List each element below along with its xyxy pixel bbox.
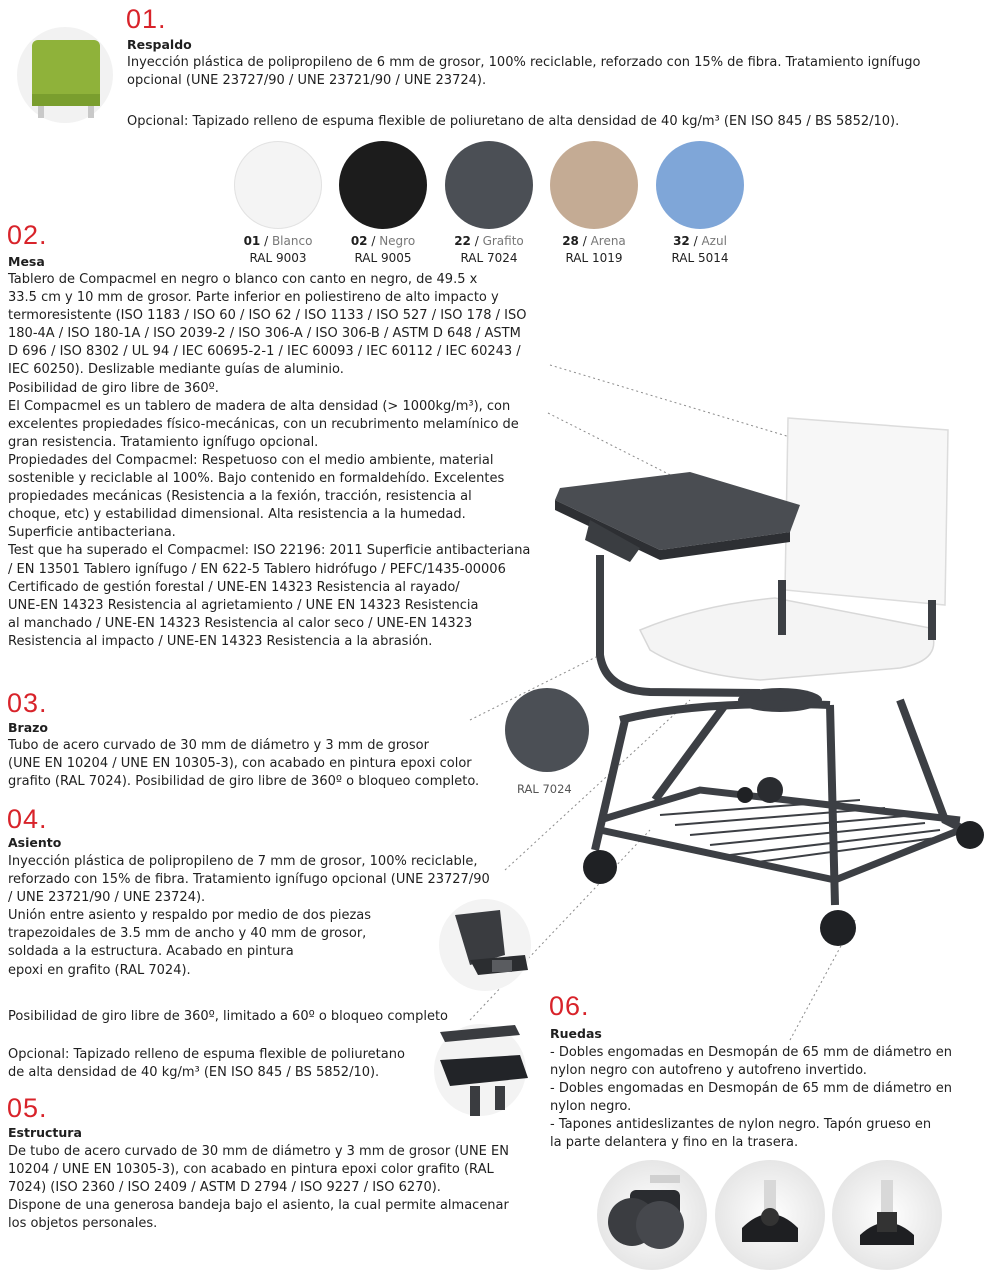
section-number: 06.	[549, 991, 590, 1021]
swatch-label: 01 / Blanco RAL 9003	[243, 234, 313, 265]
section-description: De tubo de acero curvado de 30 mm de diámetro y 3 mm de grosor (UNE EN 10204 / UNE EN 10305-3), con acabado en pintura epoxi color grafito (RAL 7024) (ISO 2360 / ISO 2409 / ASTM D 2794 / ISO 9227 / ISO 6270). Dispone de una generosa bandeja bajo el asiento, la cual permite almacenar los objetos personales.	[8, 1144, 509, 1232]
section-number: 01.	[126, 4, 167, 34]
backrest-thumbnail	[17, 27, 113, 123]
section-description: Tablero de Compacmel en negro o blanco con canto en negro, de 49.5 x 33.5 cm y 10 mm de grosor. Parte inferior en poliestireno de alto impacto y termoresistente (ISO 1183 / ISO 60 / ISO 62 / ISO 1133 / ISO 527 / ISO 178 / ISO 180-4A / ISO 180-1A / ISO 2039-2 / ISO 306-A / ISO 306-B / ASTM D 648 / ASTM D 696 / ISO 8302 / UL 94 / IEC 60695-2-1 / IEC 60093 / IEC 60112 / IEC 60243 / IEC 60250). Deslizable mediante guías de aluminio. Posibilidad de giro libre de 360º. El Compacmel es un tablero de madera de alta densidad (> 1000kg/m³), con excelentes propiedades físico-mecánicas, con un recubrimento melamínico de gran resistencia. Tratamiento ignífugo opcional. Propiedades del Compacmel: Respetuoso con el medio ambiente, material sostenible y reciclable al 100%. Bajo contenido en formaldehído. Excelentes propiedades mecánicas (Resistencia a la fexión, tracción, resistencia al choque, etc) y estabilidad dimensional. Alta resistencia a la humedad. Superficie antibacteriana. Test que ha superado el Compacmel: ISO 22196: 2011 Superficie antibacteriana / EN 13501 Tablero ignífugo / EN 622-5 Tablero hidrófugo / PEFC/1435-00006 Certificado de gestión forestal / UNE-EN 14323 Resistencia al rayado/ UNE-EN 14323 Resistencia al agrietamiento / UNE EN 14323 Resistencia al manchado / UNE-EN 14323 Resistencia al calor seco / UNE-EN 14323 Resistencia al impacto / UNE-EN 14323 Resistencia a la abrasión.	[8, 272, 531, 649]
optional-upholstery-note: Opcional: Tapizado relleno de espuma flexible de poliuretano de alta densidad de 40 kg/m³ (EN ISO 845 / BS 5852/10).	[127, 114, 900, 129]
swatch-label: RAL 7024	[517, 782, 572, 796]
swatch-label: 28 / Arena RAL 1019	[562, 234, 626, 265]
color-swatch-negro	[339, 141, 427, 229]
color-swatch-blanco	[234, 141, 322, 229]
optional-upholstery-note: Opcional: Tapizado relleno de espuma flexible de poliuretano de alta densidad de 40 kg/m³ (EN ISO 845 / BS 5852/10).	[8, 1047, 405, 1081]
upholstered-seat-thumbnail	[434, 1024, 528, 1116]
section-number: 05.	[7, 1093, 48, 1123]
wheel-thumbnails	[597, 1160, 942, 1270]
swatch-label: 02 / Negro RAL 9005	[350, 234, 416, 265]
color-swatch-azul	[656, 141, 744, 229]
section-title: Ruedas	[550, 1026, 602, 1041]
swatch-label: 22 / Grafito RAL 7024	[454, 234, 524, 265]
color-swatch-grafito	[445, 141, 533, 229]
section-title: Asiento	[8, 835, 62, 850]
swatch-label: 32 / Azul RAL 5014	[671, 234, 729, 265]
graphite-swatch	[505, 688, 589, 772]
section-number: 04.	[7, 804, 48, 834]
section-description: - Dobles engomadas en Desmopán de 65 mm de diámetro en nylon negro con autofreno y autofreno invertido. - Dobles engomadas en Desmopán de 65 mm de diámetro en nylon negro. - Tapones antideslizantes de nylon negro. Tapón grueso en la parte delantera y fino en la trasera.	[550, 1045, 952, 1151]
color-swatch-arena	[550, 141, 638, 229]
section-title: Brazo	[8, 720, 48, 735]
chair-illustration	[555, 418, 984, 946]
section-number: 02.	[7, 220, 48, 250]
rotation-note: Posibilidad de giro libre de 360º, limitado a 60º o bloqueo completo	[8, 1009, 449, 1024]
section-description: Tubo de acero curvado de 30 mm de diámetro y 3 mm de grosor (UNE EN 10204 / UNE EN 10305-3), con acabado en pintura epoxi color grafito (RAL 7024). Posibilidad de giro libre de 360º o bloqueo completo.	[8, 738, 480, 790]
section-description: Inyección plástica de polipropileno de 7 mm de grosor, 100% reciclable, reforzado con 15% de fibra. Tratamiento ignífugo opcional (UNE 23727/90 / UNE 23721/90 / UNE 23724). Unión entre asiento y respaldo por medio de dos piezas trapezoidales de 3.5 mm de ancho y 40 mm de grosor, soldada a la estructura. Acabado en pintura epoxi en grafito (RAL 7024).	[8, 854, 490, 978]
section-title: Respaldo	[127, 37, 192, 52]
section-title: Mesa	[8, 254, 45, 269]
section-title: Estructura	[8, 1125, 82, 1140]
section-description: Inyección plástica de polipropileno de 6 mm de grosor, 100% reciclable, reforzado con 15% de fibra. Tratamiento ignífugo opcional (UNE 23727/90 / UNE 23721/90 / UNE 23724).	[127, 55, 921, 89]
section-number: 03.	[7, 688, 48, 718]
